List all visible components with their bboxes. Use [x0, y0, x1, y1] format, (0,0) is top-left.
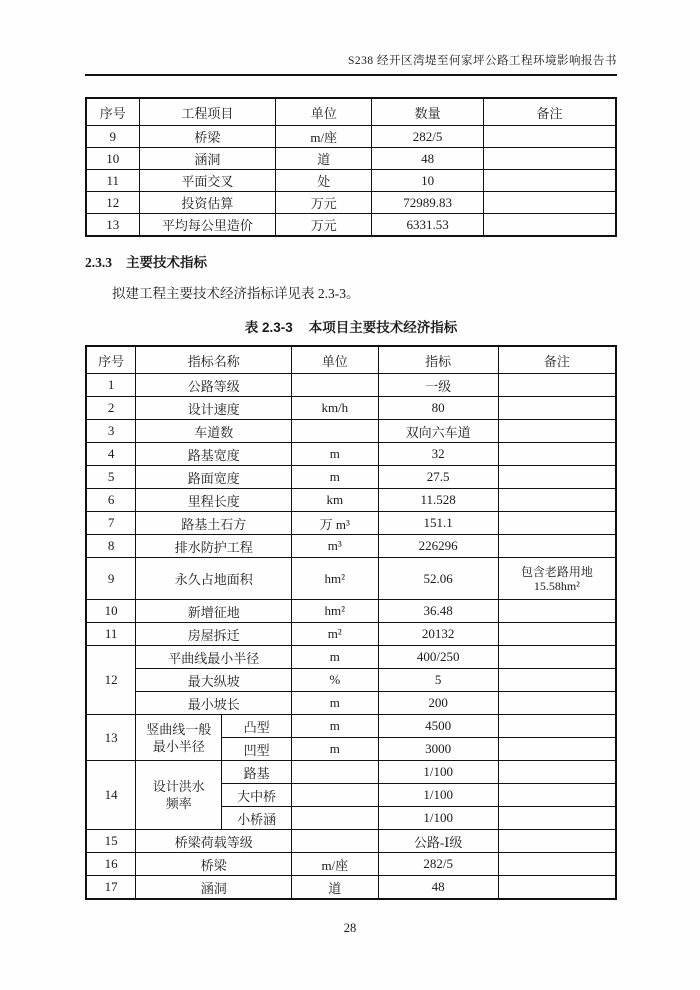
cell-name: 车道数	[136, 420, 292, 443]
table-row	[86, 148, 616, 170]
cell-name: 房屋拆迁	[136, 623, 292, 646]
cell-subname: 大中桥	[222, 784, 292, 807]
cell-note	[483, 214, 616, 237]
cell-no: 11	[86, 170, 139, 192]
cell-value: 1/100	[378, 807, 498, 830]
table-row	[86, 692, 616, 715]
col-header-note: 备注	[498, 346, 616, 374]
cell-name: 排水防护工程	[136, 535, 292, 558]
col-header-note: 备注	[483, 98, 616, 126]
cell-unit: 道	[276, 148, 372, 170]
table-header-row	[86, 346, 616, 374]
cell-value: 20132	[378, 623, 498, 646]
cell-name: 桥梁荷载等级	[136, 830, 292, 853]
table-row	[86, 512, 616, 535]
col-header-no: 序号	[86, 98, 139, 126]
cell-note	[483, 192, 616, 214]
cell-value: 11.528	[378, 489, 498, 512]
cell-value: 400/250	[378, 646, 498, 669]
cell-value: 32	[378, 443, 498, 466]
cell-no: 4	[86, 443, 136, 466]
table-row	[86, 535, 616, 558]
cell-unit: m	[292, 466, 378, 489]
table-row	[86, 466, 616, 489]
cell-qty: 72989.83	[372, 192, 484, 214]
cell-note	[498, 853, 616, 876]
cell-unit: 万 m³	[292, 512, 378, 535]
cell-note	[498, 623, 616, 646]
cell-note	[498, 600, 616, 623]
cell-no: 10	[86, 600, 136, 623]
cell-note	[498, 489, 616, 512]
table-row	[86, 853, 616, 876]
cell-name: 永久占地面积	[136, 558, 292, 600]
cell-no: 8	[86, 535, 136, 558]
cell-no: 2	[86, 397, 136, 420]
cell-item: 平面交叉	[139, 170, 276, 192]
cell-value: 双向六车道	[378, 420, 498, 443]
cell-note	[498, 646, 616, 669]
cell-note	[483, 170, 616, 192]
cell-note	[498, 876, 616, 900]
cell-note	[498, 512, 616, 535]
table-row	[86, 761, 616, 784]
cell-qty: 6331.53	[372, 214, 484, 237]
cell-qty: 282/5	[372, 126, 484, 148]
table-row	[86, 623, 616, 646]
cell-no: 16	[86, 853, 136, 876]
cell-unit: 万元	[276, 192, 372, 214]
note-line: 包含老路用地	[520, 564, 593, 579]
cell-value: 1/100	[378, 761, 498, 784]
cell-group-label	[136, 715, 222, 761]
cell-name: 桥梁	[136, 853, 292, 876]
table-row	[86, 646, 616, 669]
table-row	[86, 374, 616, 397]
cell-value: 1/100	[378, 784, 498, 807]
cell-unit: 万元	[276, 214, 372, 237]
cell-name: 路基土石方	[136, 512, 292, 535]
col-header-unit: 单位	[276, 98, 372, 126]
cell-item: 涵洞	[139, 148, 276, 170]
cell-no: 11	[86, 623, 136, 646]
cell-no: 15	[86, 830, 136, 853]
cell-note	[498, 761, 616, 784]
page-content	[85, 97, 617, 900]
tech-economic-indicators-table	[85, 345, 617, 900]
table-header-row	[86, 98, 616, 126]
cell-value: 27.5	[378, 466, 498, 489]
table-row	[86, 170, 616, 192]
cell-name: 平曲线最小半径	[136, 646, 292, 669]
cell-no: 14	[86, 761, 136, 830]
table-row	[86, 558, 616, 600]
cell-value: 5	[378, 669, 498, 692]
cell-note	[483, 126, 616, 148]
cell-no: 10	[86, 148, 139, 170]
cell-name: 路面宽度	[136, 466, 292, 489]
cell-subname: 小桥涵	[222, 807, 292, 830]
col-header-unit: 单位	[292, 346, 378, 374]
cell-no: 9	[86, 558, 136, 600]
cell-value: 36.48	[378, 600, 498, 623]
cell-unit: m	[292, 738, 378, 761]
cell-name: 最大纵坡	[136, 669, 292, 692]
cell-name: 路基宽度	[136, 443, 292, 466]
cell-no: 1	[86, 374, 136, 397]
table-row	[86, 876, 616, 900]
cell-item: 桥梁	[139, 126, 276, 148]
label-line: 频率	[165, 796, 192, 811]
cell-note	[498, 830, 616, 853]
table-row	[86, 600, 616, 623]
cell-name: 里程长度	[136, 489, 292, 512]
label-line: 设计洪水	[152, 779, 205, 794]
col-header-no: 序号	[86, 346, 136, 374]
table-row	[86, 669, 616, 692]
cell-unit: m	[292, 715, 378, 738]
cell-note	[498, 558, 616, 600]
cell-unit: hm²	[292, 600, 378, 623]
cell-value: 80	[378, 397, 498, 420]
cell-unit: 道	[292, 876, 378, 900]
cell-note	[498, 738, 616, 761]
cell-value: 200	[378, 692, 498, 715]
cell-subname: 凹型	[222, 738, 292, 761]
table-row	[86, 397, 616, 420]
cell-name: 最小坡长	[136, 692, 292, 715]
cell-no: 13	[86, 715, 136, 761]
cell-value: 48	[378, 876, 498, 900]
cell-value: 3000	[378, 738, 498, 761]
cell-item: 投资估算	[139, 192, 276, 214]
cell-no: 12	[86, 646, 136, 715]
cell-item: 平均每公里造价	[139, 214, 276, 237]
table-row	[86, 420, 616, 443]
cell-unit: m/座	[292, 853, 378, 876]
cell-subname: 凸型	[222, 715, 292, 738]
section-heading	[85, 251, 617, 271]
note-line: 15.58hm²	[533, 578, 580, 593]
cell-qty: 10	[372, 170, 484, 192]
table-row	[86, 830, 616, 853]
cell-unit: m/座	[276, 126, 372, 148]
cell-note	[498, 397, 616, 420]
cell-note	[498, 784, 616, 807]
table-row	[86, 443, 616, 466]
document-header-title: S238 经开区湾堤至何家坪公路工程环境影响报告书	[85, 52, 617, 76]
cell-no: 3	[86, 420, 136, 443]
cell-value: 52.06	[378, 558, 498, 600]
section-number: 2.3.3	[85, 255, 112, 270]
cell-note	[498, 443, 616, 466]
col-header-item: 工程项目	[139, 98, 276, 126]
cell-no: 6	[86, 489, 136, 512]
cell-subname: 路基	[222, 761, 292, 784]
cell-name: 涵洞	[136, 876, 292, 900]
cell-no: 13	[86, 214, 139, 237]
cell-value: 226296	[378, 535, 498, 558]
cell-unit	[292, 784, 378, 807]
cell-note	[498, 420, 616, 443]
cell-unit	[292, 830, 378, 853]
table-row	[86, 126, 616, 148]
cell-unit	[292, 420, 378, 443]
cell-note	[498, 466, 616, 489]
cell-unit: km/h	[292, 397, 378, 420]
cell-note	[498, 715, 616, 738]
section-title: 主要技术指标	[126, 255, 207, 270]
project-items-table	[85, 97, 617, 237]
table-row	[86, 214, 616, 237]
cell-value: 282/5	[378, 853, 498, 876]
cell-unit: hm²	[292, 558, 378, 600]
section-paragraph: 拟建工程主要技术经济指标详见表 2.3-3。	[112, 286, 360, 301]
col-header-name: 指标名称	[136, 346, 292, 374]
cell-name: 公路等级	[136, 374, 292, 397]
cell-unit: m²	[292, 623, 378, 646]
table-row	[86, 489, 616, 512]
cell-unit: 处	[276, 170, 372, 192]
cell-note	[498, 692, 616, 715]
table-caption-label: 表 2.3-3	[244, 320, 293, 335]
table-row	[86, 192, 616, 214]
cell-note	[498, 669, 616, 692]
label-line: 竖曲线一般	[146, 721, 212, 737]
cell-no: 12	[86, 192, 139, 214]
cell-group-label	[136, 761, 222, 830]
table-caption	[85, 316, 617, 336]
cell-unit: m	[292, 692, 378, 715]
page-number: 28	[343, 921, 357, 935]
cell-no: 9	[86, 126, 139, 148]
cell-qty: 48	[372, 148, 484, 170]
table-caption-title: 本项目主要技术经济指标	[308, 320, 458, 335]
label-line: 最小半径	[152, 738, 205, 754]
cell-value: 一级	[378, 374, 498, 397]
cell-name: 设计速度	[136, 397, 292, 420]
cell-unit	[292, 807, 378, 830]
cell-unit: m³	[292, 535, 378, 558]
cell-unit: m	[292, 443, 378, 466]
cell-unit: km	[292, 489, 378, 512]
cell-value: 4500	[378, 715, 498, 738]
cell-value: 151.1	[378, 512, 498, 535]
cell-unit	[292, 374, 378, 397]
cell-no: 17	[86, 876, 136, 900]
cell-unit: m	[292, 646, 378, 669]
cell-note	[498, 374, 616, 397]
col-header-qty: 数量	[372, 98, 484, 126]
cell-unit	[292, 761, 378, 784]
cell-no: 7	[86, 512, 136, 535]
cell-value: 公路-Ⅰ级	[378, 830, 498, 853]
cell-note	[483, 148, 616, 170]
col-header-value: 指标	[378, 346, 498, 374]
tech-table-wrapper	[85, 345, 617, 900]
cell-note	[498, 807, 616, 830]
cell-name: 新增征地	[136, 600, 292, 623]
cell-unit: %	[292, 669, 378, 692]
cell-no: 5	[86, 466, 136, 489]
cell-note	[498, 535, 616, 558]
table-row	[86, 715, 616, 738]
